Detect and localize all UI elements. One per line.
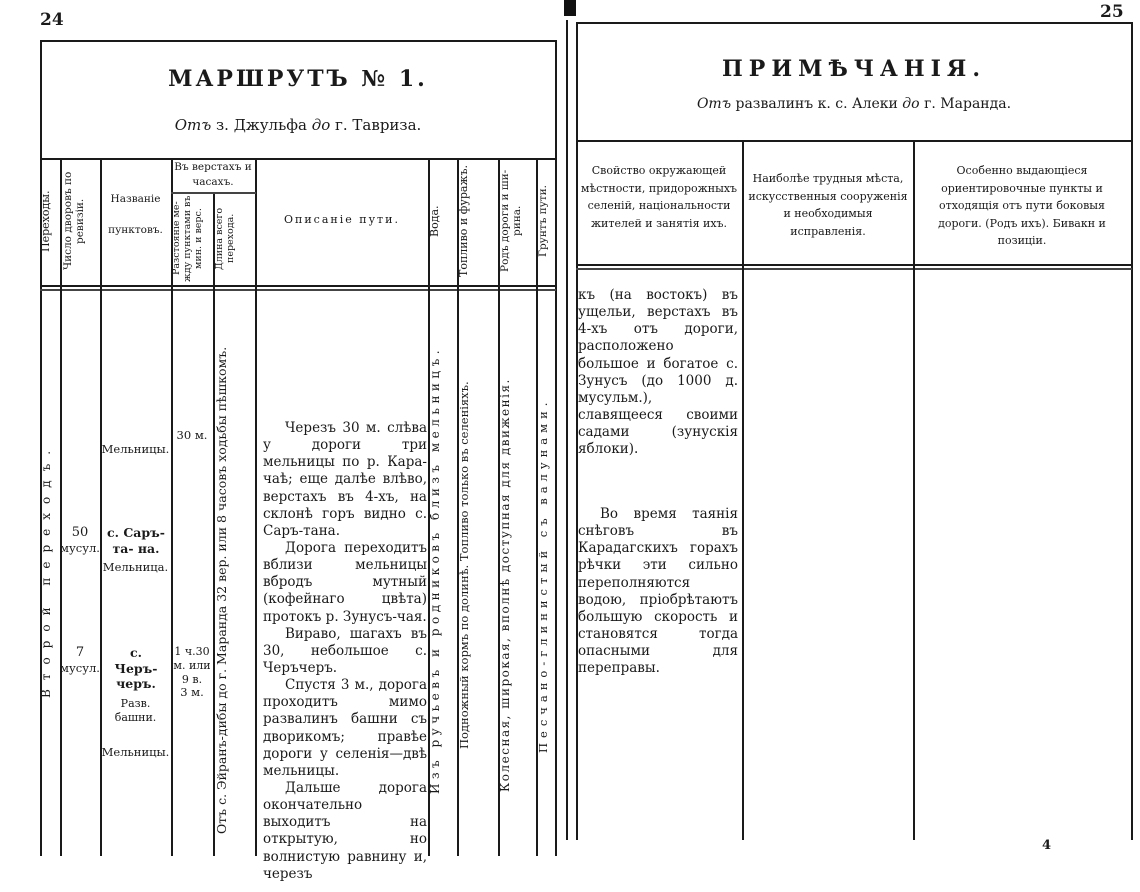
row-distance: 1 ч.30 м. или 9 в. bbox=[173, 645, 211, 686]
header-chislo-dvorov: Число дворовъ по ревизіи. bbox=[62, 171, 87, 271]
row-distance: 3 м. bbox=[180, 685, 204, 699]
col-sep-5 bbox=[255, 158, 257, 856]
row-households: 50 мусул. bbox=[60, 525, 100, 556]
header-grunt: Грунтъ пути. bbox=[537, 185, 549, 257]
right-page-number: 25 bbox=[1100, 2, 1124, 22]
toplivo-vertical-text: Подножный кормъ по долинѣ. Топливо только въ селеніяхъ. bbox=[457, 381, 471, 749]
description-paragraph: Спустя 3 м., дорога проходитъ мимо развалинъ башни съ дворикомъ; правѣе дороги у селенія—двѣ мельницы. bbox=[263, 677, 427, 779]
notes-header-2: Наиболѣе трудныя мѣста, искусственныя сооруженія и необходимыя исправленія. bbox=[748, 172, 908, 238]
grunt-vertical-text: Песчано-глинистый съ валунами. bbox=[536, 397, 550, 753]
header-perekhody: Переходы. bbox=[39, 190, 52, 252]
header-dlina: Длина всего перехода. bbox=[214, 207, 236, 270]
note-snow-melt: Во время таянія снѣговъ въ Карадагскихъ горахъ рѣчки эти сильно переполняются водою, пріобрѣтаютъ большую скорость и становятся тогда опасными для переправы. bbox=[578, 506, 738, 677]
footer-mark: 4 bbox=[1042, 838, 1052, 853]
notes-header-1: Свойство окружающей мѣстности, придорожныхъ селеній, національности жителей и занятія ихъ. bbox=[580, 164, 738, 230]
row-households: 7 мусул. bbox=[60, 645, 100, 676]
right-frame-top bbox=[576, 22, 1132, 24]
description-paragraph: Черезъ 30 м. слѣва у дороги три мельницы по р. Кара-чаѣ; еще далѣе влѣво, верстахъ въ 4-хъ, на склонѣ горъ видно с. Саръ-тана. bbox=[263, 420, 427, 539]
dlina-vertical-text: Отъ с. Эйранъ-дибы до г. Маранда 32 вер. или 8 часовъ ходьбы пѣшкомъ. bbox=[214, 346, 229, 834]
header-opisanie: Описаніе пути. bbox=[284, 213, 400, 226]
right-col-sep-2 bbox=[913, 140, 915, 840]
voda-vertical-text: Изъ ручьевъ и родниковъ близъ мельницъ. bbox=[428, 345, 442, 795]
left-page-title: МАРШРУТЪ № 1. bbox=[168, 66, 428, 92]
row-name: Мельница. bbox=[102, 560, 169, 574]
header-toplivo: Топливо и фуражъ. bbox=[457, 164, 470, 278]
gutter-line bbox=[566, 20, 568, 840]
right-page-subtitle: Отъ развалинъ к. с. Алеки до г. Маранда. bbox=[696, 96, 1012, 112]
header-voda: Вода. bbox=[428, 205, 441, 237]
row-name: с. Черъ- черъ. bbox=[114, 645, 158, 692]
right-title-divider bbox=[576, 140, 1132, 142]
notes-header-3: Особенно выдающіеся ориентировочные пункты и отходящія отъ пути боковыя дороги. (Родъ ихъ). Бивакн и позиціи. bbox=[938, 164, 1106, 248]
left-frame-top bbox=[40, 40, 556, 42]
row-name: с. Саръ-та- на. bbox=[107, 525, 165, 556]
description-paragraph: Дорога переходитъ вблизи мельницы вбродъ мутный (кофейнаго цвѣта) протокъ р. Зунусъ-чая. bbox=[263, 539, 427, 625]
left-header-divider-2 bbox=[40, 289, 556, 291]
row-distance: 30 м. bbox=[176, 428, 208, 442]
route-description bbox=[263, 420, 427, 883]
header-rasstoyanie: Разстояніе ме- жду пунктами въ мин. и верс. bbox=[171, 195, 204, 282]
row-name: Мельницы. bbox=[101, 442, 170, 456]
left-page-subtitle: Отъ з. Джульфа до г. Тавриза. bbox=[174, 116, 422, 134]
versty-group-divider bbox=[171, 192, 256, 194]
right-header-divider-2 bbox=[576, 268, 1132, 270]
left-page-number: 24 bbox=[40, 10, 64, 30]
header-versty-group: Въ верстахъ и часахъ. bbox=[174, 161, 252, 188]
rod-dorogi-vertical-text: Колесная, широкая, вполнѣ доступная для движенія. bbox=[498, 378, 512, 792]
right-col-sep-1 bbox=[742, 140, 744, 840]
note-zunus: къ (на востокъ) въ ущельи, верстахъ въ 4-хъ отъ дороги, расположено большое и богатое с. Зунусъ (до 1000 д. мусульм.), славящееся своими садами (зунускія яблоки). bbox=[578, 287, 738, 458]
description-paragraph: Дальше дорога окончательно выходитъ на открытую, но волнистую равнину и, черезъ bbox=[263, 779, 427, 882]
left-frame-right bbox=[555, 40, 557, 856]
perekhod-label: Второй переходъ. bbox=[39, 441, 53, 699]
header-nazvanie: Названіе пунктовъ. bbox=[108, 193, 163, 236]
row-name: Мельницы. bbox=[101, 745, 170, 759]
gutter-mark bbox=[564, 0, 576, 16]
header-rod-dorogi: Родъ дороги и ши- рина. bbox=[499, 169, 524, 273]
description-paragraph: Вираво, шагахъ въ 30, небольшое с. Черъчеръ. bbox=[263, 625, 427, 676]
right-page-title: ПРИМѢЧАНІЯ. bbox=[722, 56, 986, 82]
row-name: Разв. башни. bbox=[114, 697, 157, 724]
left-header-divider bbox=[40, 285, 556, 287]
right-header-divider bbox=[576, 264, 1132, 266]
right-frame-right bbox=[1131, 22, 1133, 840]
